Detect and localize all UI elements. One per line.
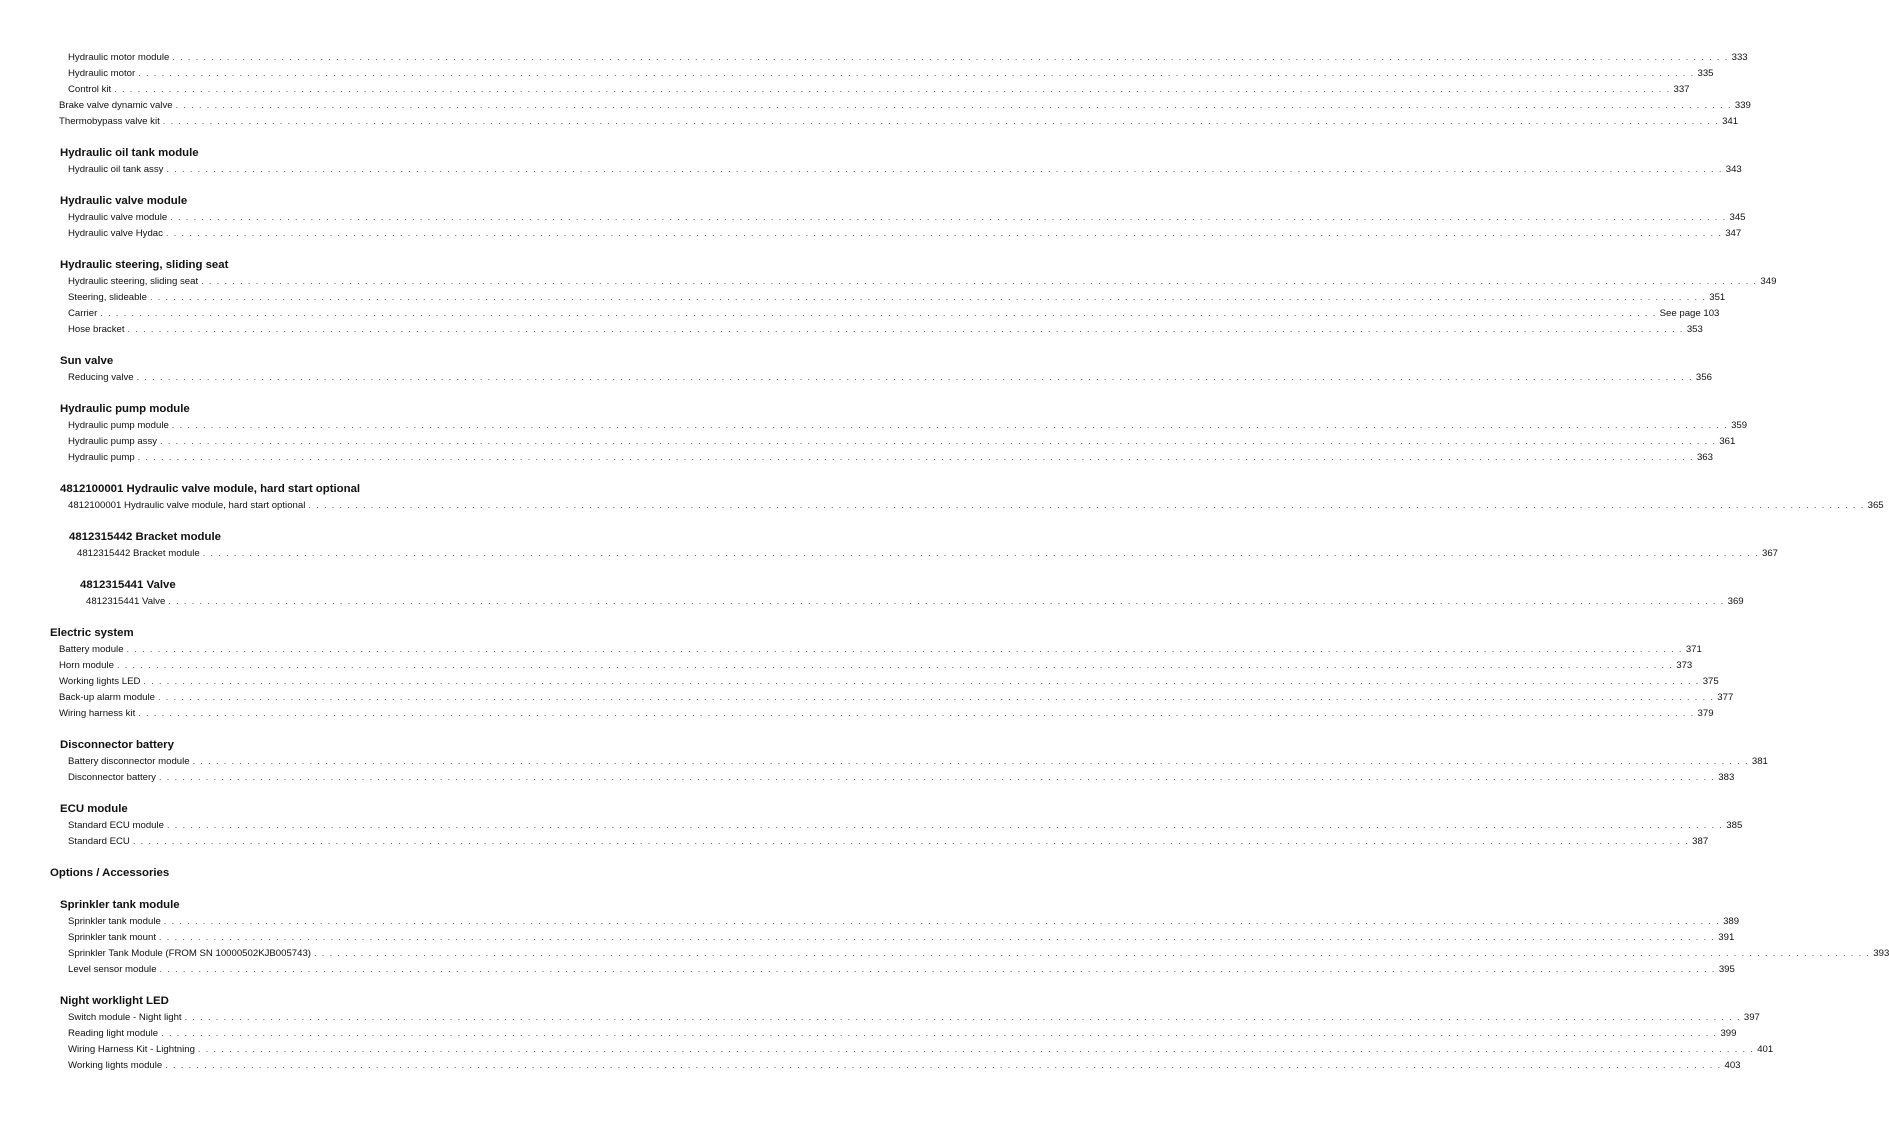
toc-entry[interactable]	[0, 225, 1742, 241]
toc-entry-label: Hydraulic oil tank assy	[68, 164, 164, 175]
dot-leader: . . . . . . . . . . . . . . . . . . . . . . . . . . . . . . . . . . . . . . . . . . . . . . . . . . . . . . . . . . . . . . . . . . . . . . . . . . . . . . . . . . . . . . . . . . . . . . . . . . . . . . . . . . . . . . . . . . . . . . . . . . . . . . . . . . . . . . . . . . . . . . . . . . . . . . . . . . . . . . . . . . . . . . . . . . . . . . . . . . . . . . . . . . . . . . . . . . . . . . . .	[192, 756, 1749, 766]
toc-entry-label: Reducing valve	[68, 372, 134, 383]
toc-entry-page-number: 391	[1718, 932, 1735, 943]
dot-leader: . . . . . . . . . . . . . . . . . . . . . . . . . . . . . . . . . . . . . . . . . . . . . . . . . . . . . . . . . . . . . . . . . . . . . . . . . . . . . . . . . . . . . . . . . . . . . . . . . . . . . . . . . . . . . . . . . . . . . . . . . . . . . . . . . . . . . . . . . . . . . . . . . . . . . . . . . . . . . . . . . . . . . . . . . . . . . . . . . . . . . . . . . . . . . . . . . . . . . . . .	[170, 212, 1727, 222]
toc-entry-page-number: 393	[1873, 948, 1889, 959]
dot-leader: . . . . . . . . . . . . . . . . . . . . . . . . . . . . . . . . . . . . . . . . . . . . . . . . . . . . . . . . . . . . . . . . . . . . . . . . . . . . . . . . . . . . . . . . . . . . . . . . . . . . . . . . . . . . . . . . . . . . . . . . . . . . . . . . . . . . . . . . . . . . . . . . . . . . . . . . . . . . . . . . . . . . . . . . . . . . . . . . . . . . . . . . . . . . . . . . . . . . . . . .	[202, 548, 1759, 558]
section-heading: 4812315441 Valve	[80, 579, 176, 591]
spacer	[0, 337, 793, 353]
spacer	[0, 561, 793, 577]
section-heading: Night worklight LED	[60, 995, 169, 1007]
toc-entry[interactable]	[0, 657, 1693, 673]
toc-entry-page-number: 353	[1686, 324, 1703, 335]
toc-entry-label: 4812100001 Hydraulic valve module, hard start optional	[68, 500, 306, 511]
dot-leader: . . . . . . . . . . . . . . . . . . . . . . . . . . . . . . . . . . . . . . . . . . . . . . . . . . . . . . . . . . . . . . . . . . . . . . . . . . . . . . . . . . . . . . . . . . . . . . . . . . . . . . . . . . . . . . . . . . . . . . . . . . . . . . . . . . . . . . . . . . . . . . . . . . . . . . . . . . . . . . . . . . . . . . . . . . . . . . . . . . . . . . . . . . . . . . . . . . . . . . . .	[143, 676, 1700, 686]
toc-entry-label: Hydraulic valve Hydac	[68, 228, 163, 239]
toc-entry-page-number: 365	[1867, 500, 1884, 511]
toc-entry[interactable]	[0, 769, 1735, 785]
toc-entry[interactable]	[0, 929, 1735, 945]
toc-entry-page-number: 403	[1724, 1060, 1741, 1071]
toc-entry-page-number: 369	[1727, 596, 1744, 607]
toc-entry-page-number: 335	[1697, 68, 1714, 79]
spacer	[0, 977, 793, 993]
section-heading: Hydraulic oil tank module	[60, 147, 199, 159]
dot-leader: . . . . . . . . . . . . . . . . . . . . . . . . . . . . . . . . . . . . . . . . . . . . . . . . . . . . . . . . . . . . . . . . . . . . . . . . . . . . . . . . . . . . . . . . . . . . . . . . . . . . . . . . . . . . . . . . . . . . . . . . . . . . . . . . . . . . . . . . . . . . . . . . . . . . . . . . . . . . . . . . . . . . . . . . . . . . . . . . . . . . . . . . . . . . . . . . . . . . . . . .	[138, 68, 1695, 78]
toc-entry-page-number: 385	[1726, 820, 1743, 831]
dot-leader: . . . . . . . . . . . . . . . . . . . . . . . . . . . . . . . . . . . . . . . . . . . . . . . . . . . . . . . . . . . . . . . . . . . . . . . . . . . . . . . . . . . . . . . . . . . . . . . . . . . . . . . . . . . . . . . . . . . . . . . . . . . . . . . . . . . . . . . . . . . . . . . . . . . . . . . . . . . . . . . . . . . . . . . . . . . . . . . . . . . . . . . . . . . . . . . . . . . . . . . .	[114, 84, 1671, 94]
dot-leader: . . . . . . . . . . . . . . . . . . . . . . . . . . . . . . . . . . . . . . . . . . . . . . . . . . . . . . . . . . . . . . . . . . . . . . . . . . . . . . . . . . . . . . . . . . . . . . . . . . . . . . . . . . . . . . . . . . . . . . . . . . . . . . . . . . . . . . . . . . . . . . . . . . . . . . . . . . . . . . . . . . . . . . . . . . . . . . . . . . . . . . . . . . . . . . . . . . . . . . . .	[166, 164, 1723, 174]
toc-entry[interactable]	[0, 593, 1744, 609]
dot-leader: . . . . . . . . . . . . . . . . . . . . . . . . . . . . . . . . . . . . . . . . . . . . . . . . . . . . . . . . . . . . . . . . . . . . . . . . . . . . . . . . . . . . . . . . . . . . . . . . . . . . . . . . . . . . . . . . . . . . . . . . . . . . . . . . . . . . . . . . . . . . . . . . . . . . . . . . . . . . . . . . . . . . . . . . . . . . . . . . . . . . . . . . . . . . . . . . . . . . . . . .	[201, 276, 1758, 286]
dot-leader: . . . . . . . . . . . . . . . . . . . . . . . . . . . . . . . . . . . . . . . . . . . . . . . . . . . . . . . . . . . . . . . . . . . . . . . . . . . . . . . . . . . . . . . . . . . . . . . . . . . . . . . . . . . . . . . . . . . . . . . . . . . . . . . . . . . . . . . . . . . . . . . . . . . . . . . . . . . . . . . . . . . . . . . . . . . . . . . . . . . . . . . . . . . . . . . . . . . . . . . .	[149, 292, 1707, 302]
toc-entry[interactable]	[0, 49, 1748, 65]
toc-entry[interactable]	[0, 689, 1734, 705]
section-heading: Hydraulic valve module	[60, 195, 188, 207]
dot-leader: . . . . . . . . . . . . . . . . . . . . . . . . . . . . . . . . . . . . . . . . . . . . . . . . . . . . . . . . . . . . . . . . . . . . . . . . . . . . . . . . . . . . . . . . . . . . . . . . . . . . . . . . . . . . . . . . . . . . . . . . . . . . . . . . . . . . . . . . . . . . . . . . . . . . . . . . . . . . . . . . . . . . . . . . . . . . . . . . . . . . . . . . . . . . . . . . . . . . . . . .	[197, 1044, 1755, 1054]
toc-entry-page-number: 345	[1729, 212, 1746, 223]
dot-leader: . . . . . . . . . . . . . . . . . . . . . . . . . . . . . . . . . . . . . . . . . . . . . . . . . . . . . . . . . . . . . . . . . . . . . . . . . . . . . . . . . . . . . . . . . . . . . . . . . . . . . . . . . . . . . . . . . . . . . . . . . . . . . . . . . . . . . . . . . . . . . . . . . . . . . . . . . . . . . . . . . . . . . . . . . . . . . . . . . . . . . . . . . . . . . . . . . . . . . . . .	[168, 596, 1725, 606]
dot-leader: . . . . . . . . . . . . . . . . . . . . . . . . . . . . . . . . . . . . . . . . . . . . . . . . . . . . . . . . . . . . . . . . . . . . . . . . . . . . . . . . . . . . . . . . . . . . . . . . . . . . . . . . . . . . . . . . . . . . . . . . . . . . . . . . . . . . . . . . . . . . . . . . . . . . . . . . . . . . . . . . . . . . . . . . . . . . . . . . . . . . . . . . . . . . . . . . . . . . . . . .	[167, 820, 1724, 830]
toc-entry-label: Hydraulic pump	[68, 452, 135, 463]
toc-entry-page-number: 401	[1757, 1044, 1774, 1055]
toc-entry[interactable]	[0, 833, 1709, 849]
spacer	[0, 881, 793, 897]
toc-entry-page-number: 367	[1761, 548, 1778, 559]
toc-entry-label: Hydraulic pump assy	[68, 436, 158, 447]
toc-entry[interactable]	[0, 273, 1777, 289]
dot-leader: . . . . . . . . . . . . . . . . . . . . . . . . . . . . . . . . . . . . . . . . . . . . . . . . . . . . . . . . . . . . . . . . . . . . . . . . . . . . . . . . . . . . . . . . . . . . . . . . . . . . . . . . . . . . . . . . . . . . . . . . . . . . . . . . . . . . . . . . . . . . . . . . . . . . . . . . . . . . . . . . . . . . . . . . . . . . . . . . . . . . . . . . . . . . . . . . . . . . . . . .	[308, 500, 1865, 510]
dot-leader: . . . . . . . . . . . . . . . . . . . . . . . . . . . . . . . . . . . . . . . . . . . . . . . . . . . . . . . . . . . . . . . . . . . . . . . . . . . . . . . . . . . . . . . . . . . . . . . . . . . . . . . . . . . . . . . . . . . . . . . . . . . . . . . . . . . . . . . . . . . . . . . . . . . . . . . . . . . . . . . . . . . . . . . . . . . . . . . . . . . . . . . . . . . . . . . . . . . . . . . .	[165, 1060, 1722, 1070]
toc-entry-page-number: 373	[1676, 660, 1693, 671]
toc-entry[interactable]	[0, 321, 1703, 337]
toc-entry[interactable]	[0, 81, 1690, 97]
toc-entry[interactable]	[0, 705, 1714, 721]
section-heading: 4812315442 Bracket module	[69, 531, 221, 543]
toc-entry-label: Wiring harness kit	[59, 708, 136, 719]
toc-entry-page-number: 387	[1692, 836, 1709, 847]
toc-entry-page-number: 337	[1673, 84, 1690, 95]
dot-leader: . . . . . . . . . . . . . . . . . . . . . . . . . . . . . . . . . . . . . . . . . . . . . . . . . . . . . . . . . . . . . . . . . . . . . . . . . . . . . . . . . . . . . . . . . . . . . . . . . . . . . . . . . . . . . . . . . . . . . . . . . . . . . . . . . . . . . . . . . . . . . . . . . . . . . . . . . . . . . . . . . . . . . . . . . . . . . . . . . . . . . . . . . . . . . . . . . . . . . . . .	[126, 644, 1683, 654]
spacer	[0, 129, 793, 145]
section-heading: Disconnector battery	[60, 739, 174, 751]
toc-entry-page-number: 356	[1695, 372, 1712, 383]
section-heading: Options / Accessories	[50, 867, 170, 879]
dot-leader: . . . . . . . . . . . . . . . . . . . . . . . . . . . . . . . . . . . . . . . . . . . . . . . . . . . . . . . . . . . . . . . . . . . . . . . . . . . . . . . . . . . . . . . . . . . . . . . . . . . . . . . . . . . . . . . . . . . . . . . . . . . . . . . . . . . . . . . . . . . . . . . . . . . . . . . . . . . . . . . . . . . . . . . . . . . . . . . . . . . . . . . . . . . . . . . . . . . . . . . .	[172, 52, 1729, 62]
toc-entry-label: Battery module	[59, 644, 124, 655]
spacer	[0, 513, 793, 529]
toc-entry-label: Wiring Harness Kit - Lightning	[68, 1044, 195, 1055]
toc-entry-page-number: 381	[1751, 756, 1768, 767]
dot-leader: . . . . . . . . . . . . . . . . . . . . . . . . . . . . . . . . . . . . . . . . . . . . . . . . . . . . . . . . . . . . . . . . . . . . . . . . . . . . . . . . . . . . . . . . . . . . . . . . . . . . . . . . . . . . . . . . . . . . . . . . . . . . . . . . . . . . . . . . . . . . . . . . . . . . . . . . . . . . . . . . . . . . . . . . . . . . . . . . . . . . . . . . . . . . . . . . . . . . . . . .	[138, 708, 1695, 718]
toc-entry-label: Sprinkler tank mount	[68, 932, 156, 943]
dot-leader: . . . . . . . . . . . . . . . . . . . . . . . . . . . . . . . . . . . . . . . . . . . . . . . . . . . . . . . . . . . . . . . . . . . . . . . . . . . . . . . . . . . . . . . . . . . . . . . . . . . . . . . . . . . . . . . . . . . . . . . . . . . . . . . . . . . . . . . . . . . . . . . . . . . . . . . . . . . . . . . . . . . . . . . . . . . . . . . . . . . . . . . . . . . . . . . . . . . . . . . .	[132, 836, 1690, 846]
toc-entry-label: Carrier	[68, 308, 98, 319]
dot-leader: . . . . . . . . . . . . . . . . . . . . . . . . . . . . . . . . . . . . . . . . . . . . . . . . . . . . . . . . . . . . . . . . . . . . . . . . . . . . . . . . . . . . . . . . . . . . . . . . . . . . . . . . . . . . . . . . . . . . . . . . . . . . . . . . . . . . . . . . . . . . . . . . . . . . . . . . . . . . . . . . . . . . . . . . . . . . . . . . . . . . . . . . . . . . . . . . . . . . . . . .	[127, 324, 1684, 334]
toc-entry-page-number: 375	[1702, 676, 1719, 687]
section-heading: Hydraulic pump module	[60, 403, 190, 415]
dot-leader: . . . . . . . . . . . . . . . . . . . . . . . . . . . . . . . . . . . . . . . . . . . . . . . . . . . . . . . . . . . . . . . . . . . . . . . . . . . . . . . . . . . . . . . . . . . . . . . . . . . . . . . . . . . . . . . . . . . . . . . . . . . . . . . . . . . . . . . . . . . . . . . . . . . . . . . . . . . . . . . . . . . . . . . . . . . . . . . . . . . . . . . . . . . . . . . . . . . . . . . .	[157, 692, 1715, 702]
toc-entry-label: Hydraulic valve module	[68, 212, 168, 223]
section-heading: Electric system	[50, 627, 134, 639]
toc-entry-label: Battery disconnector module	[68, 756, 190, 767]
spacer	[0, 465, 793, 481]
dot-leader: . . . . . . . . . . . . . . . . . . . . . . . . . . . . . . . . . . . . . . . . . . . . . . . . . . . . . . . . . . . . . . . . . . . . . . . . . . . . . . . . . . . . . . . . . . . . . . . . . . . . . . . . . . . . . . . . . . . . . . . . . . . . . . . . . . . . . . . . . . . . . . . . . . . . . . . . . . . . . . . . . . . . . . . . . . . . . . . . . . . . . . . . . . . . . . . . . . . . . . . .	[175, 100, 1732, 110]
toc-entry[interactable]	[0, 305, 1720, 321]
toc-entry[interactable]	[0, 1041, 1774, 1057]
toc-entry[interactable]	[0, 209, 1746, 225]
toc-entry-label: Sprinkler Tank Module (FROM SN 10000502KJB005743)	[68, 948, 311, 959]
toc-entry-page-number: 333	[1731, 52, 1748, 63]
toc-entry[interactable]	[0, 945, 1889, 961]
toc-entry[interactable]	[0, 433, 1736, 449]
toc-entry-label: Back-up alarm module	[59, 692, 155, 703]
toc-entry[interactable]	[0, 1025, 1737, 1041]
toc-entry-label: Working lights module	[68, 1060, 163, 1071]
toc-entry-page-number: 399	[1720, 1028, 1737, 1039]
toc-entry-label: 4812315441 Valve	[86, 596, 166, 607]
toc-entry[interactable]	[0, 545, 1778, 561]
toc-entry[interactable]	[0, 289, 1726, 305]
toc-entry-page-number: 379	[1697, 708, 1714, 719]
dot-leader: . . . . . . . . . . . . . . . . . . . . . . . . . . . . . . . . . . . . . . . . . . . . . . . . . . . . . . . . . . . . . . . . . . . . . . . . . . . . . . . . . . . . . . . . . . . . . . . . . . . . . . . . . . . . . . . . . . . . . . . . . . . . . . . . . . . . . . . . . . . . . . . . . . . . . . . . . . . . . . . . . . . . . . . . . . . . . . . . . . . . . . . . . . . . . . . . . . . . . . . .	[100, 308, 1657, 318]
section-heading: 4812100001 Hydraulic valve module, hard start optional	[60, 483, 361, 495]
toc-entry-label: Working lights LED	[59, 676, 141, 687]
toc-entry-page-number: 397	[1743, 1012, 1760, 1023]
toc-entry-label: Level sensor module	[68, 964, 157, 975]
toc-entry[interactable]	[0, 641, 1702, 657]
toc-entry-label: Brake valve dynamic valve	[59, 100, 173, 111]
toc-entry-page-number: 395	[1718, 964, 1735, 975]
toc-entry-page-number: 377	[1717, 692, 1734, 703]
toc-entry-page-number: 351	[1709, 292, 1726, 303]
dot-leader: . . . . . . . . . . . . . . . . . . . . . . . . . . . . . . . . . . . . . . . . . . . . . . . . . . . . . . . . . . . . . . . . . . . . . . . . . . . . . . . . . . . . . . . . . . . . . . . . . . . . . . . . . . . . . . . . . . . . . . . . . . . . . . . . . . . . . . . . . . . . . . . . . . . . . . . . . . . . . . . . . . . . . . . . . . . . . . . . . . . . . . . . . . . . . . . . . . . . . . . .	[171, 420, 1729, 430]
toc-entry[interactable]	[0, 369, 1712, 385]
toc-entry[interactable]	[0, 673, 1719, 689]
toc-entry-label: Control kit	[68, 84, 112, 95]
toc-entry[interactable]	[0, 497, 1884, 513]
section-heading: Hydraulic steering, sliding seat	[60, 259, 229, 271]
toc-entry-label: Hydraulic pump module	[68, 420, 169, 431]
toc-entry[interactable]	[0, 817, 1743, 833]
dot-leader: . . . . . . . . . . . . . . . . . . . . . . . . . . . . . . . . . . . . . . . . . . . . . . . . . . . . . . . . . . . . . . . . . . . . . . . . . . . . . . . . . . . . . . . . . . . . . . . . . . . . . . . . . . . . . . . . . . . . . . . . . . . . . . . . . . . . . . . . . . . . . . . . . . . . . . . . . . . . . . . . . . . . . . . . . . . . . . . . . . . . . . . . . . . . . . . . . . . . . . . .	[158, 772, 1716, 782]
dot-leader: . . . . . . . . . . . . . . . . . . . . . . . . . . . . . . . . . . . . . . . . . . . . . . . . . . . . . . . . . . . . . . . . . . . . . . . . . . . . . . . . . . . . . . . . . . . . . . . . . . . . . . . . . . . . . . . . . . . . . . . . . . . . . . . . . . . . . . . . . . . . . . . . . . . . . . . . . . . . . . . . . . . . . . . . . . . . . . . . . . . . . . . . . . . . . . . . . . . . . . . .	[159, 964, 1716, 974]
spacer	[0, 609, 793, 625]
toc-entry-label: Standard ECU module	[68, 820, 164, 831]
toc-entry-page-number: 347	[1725, 228, 1742, 239]
dot-leader: . . . . . . . . . . . . . . . . . . . . . . . . . . . . . . . . . . . . . . . . . . . . . . . . . . . . . . . . . . . . . . . . . . . . . . . . . . . . . . . . . . . . . . . . . . . . . . . . . . . . . . . . . . . . . . . . . . . . . . . . . . . . . . . . . . . . . . . . . . . . . . . . . . . . . . . . . . . . . . . . . . . . . . . . . . . . . . . . . . . . . . . . . . . . . . . . . . . . . . . .	[162, 116, 1720, 126]
toc-entry[interactable]	[0, 753, 1768, 769]
toc-entry-page-number: 383	[1718, 772, 1735, 783]
section-heading: Sprinkler tank module	[60, 899, 180, 911]
toc-entry[interactable]	[0, 449, 1713, 465]
toc-entry-page-number: 363	[1696, 452, 1713, 463]
dot-leader: . . . . . . . . . . . . . . . . . . . . . . . . . . . . . . . . . . . . . . . . . . . . . . . . . . . . . . . . . . . . . . . . . . . . . . . . . . . . . . . . . . . . . . . . . . . . . . . . . . . . . . . . . . . . . . . . . . . . . . . . . . . . . . . . . . . . . . . . . . . . . . . . . . . . . . . . . . . . . . . . . . . . . . . . . . . . . . . . . . . . . . . . . . . . . . . . . . . . . . . .	[137, 452, 1694, 462]
toc-entry[interactable]	[0, 113, 1739, 129]
section-heading: ECU module	[60, 803, 128, 815]
toc-entry[interactable]	[0, 913, 1740, 929]
spacer	[0, 177, 793, 193]
toc-entry-label: Steering, slideable	[68, 292, 147, 303]
toc-entry-page-number: 341	[1722, 116, 1739, 127]
toc-entry-label: Hydraulic motor	[68, 68, 136, 79]
toc-entry-page-number: 343	[1725, 164, 1742, 175]
dot-leader: . . . . . . . . . . . . . . . . . . . . . . . . . . . . . . . . . . . . . . . . . . . . . . . . . . . . . . . . . . . . . . . . . . . . . . . . . . . . . . . . . . . . . . . . . . . . . . . . . . . . . . . . . . . . . . . . . . . . . . . . . . . . . . . . . . . . . . . . . . . . . . . . . . . . . . . . . . . . . . . . . . . . . . . . . . . . . . . . . . . . . . . . . . . . . . . . . . . . . . . .	[136, 372, 1693, 382]
toc-entry-label: Switch module - Night light	[68, 1012, 182, 1023]
toc-entry[interactable]	[0, 417, 1748, 433]
toc-entry-label: Reading light module	[68, 1028, 159, 1039]
toc-entry-label: Sprinkler tank module	[68, 916, 161, 927]
toc-entry-page-number: 359	[1731, 420, 1748, 431]
dot-leader: . . . . . . . . . . . . . . . . . . . . . . . . . . . . . . . . . . . . . . . . . . . . . . . . . . . . . . . . . . . . . . . . . . . . . . . . . . . . . . . . . . . . . . . . . . . . . . . . . . . . . . . . . . . . . . . . . . . . . . . . . . . . . . . . . . . . . . . . . . . . . . . . . . . . . . . . . . . . . . . . . . . . . . . . . . . . . . . . . . . . . . . . . . . . . . . . . . . . . . . .	[160, 436, 1717, 446]
toc-entry[interactable]	[0, 1009, 1760, 1025]
toc-entry-label: Thermobypass valve kit	[59, 116, 160, 127]
section-heading: Sun valve	[60, 355, 114, 367]
toc-entry-page-number: 371	[1685, 644, 1702, 655]
toc-entry-label: Horn module	[59, 660, 114, 671]
dot-leader: . . . . . . . . . . . . . . . . . . . . . . . . . . . . . . . . . . . . . . . . . . . . . . . . . . . . . . . . . . . . . . . . . . . . . . . . . . . . . . . . . . . . . . . . . . . . . . . . . . . . . . . . . . . . . . . . . . . . . . . . . . . . . . . . . . . . . . . . . . . . . . . . . . . . . . . . . . . . . . . . . . . . . . . . . . . . . . . . . . . . . . . . . . . . . . . . . . . . . . . .	[116, 660, 1674, 670]
spacer	[0, 241, 793, 257]
toc-entry[interactable]	[0, 161, 1742, 177]
spacer	[0, 849, 793, 865]
toc-entry[interactable]	[0, 97, 1751, 113]
dot-leader: . . . . . . . . . . . . . . . . . . . . . . . . . . . . . . . . . . . . . . . . . . . . . . . . . . . . . . . . . . . . . . . . . . . . . . . . . . . . . . . . . . . . . . . . . . . . . . . . . . . . . . . . . . . . . . . . . . . . . . . . . . . . . . . . . . . . . . . . . . . . . . . . . . . . . . . . . . . . . . . . . . . . . . . . . . . . . . . . . . . . . . . . . . . . . . . . . . . . . . . .	[163, 916, 1721, 926]
toc-entry-label: Standard ECU	[68, 836, 130, 847]
toc-entry-label: Hose bracket	[68, 324, 125, 335]
spacer	[0, 721, 793, 737]
table-of-contents	[0, 49, 1889, 1073]
toc-entry-label: Disconnector battery	[68, 772, 156, 783]
toc-entry-label: Hydraulic steering, sliding seat	[68, 276, 199, 287]
toc-entry-page-number: 361	[1719, 436, 1736, 447]
toc-entry-page-number: See page 103	[1659, 308, 1720, 319]
dot-leader: . . . . . . . . . . . . . . . . . . . . . . . . . . . . . . . . . . . . . . . . . . . . . . . . . . . . . . . . . . . . . . . . . . . . . . . . . . . . . . . . . . . . . . . . . . . . . . . . . . . . . . . . . . . . . . . . . . . . . . . . . . . . . . . . . . . . . . . . . . . . . . . . . . . . . . . . . . . . . . . . . . . . . . . . . . . . . . . . . . . . . . . . . . . . . . . . . . . . . . . .	[158, 932, 1716, 942]
toc-entry-label: Hydraulic motor module	[68, 52, 170, 63]
toc-entry-page-number: 389	[1723, 916, 1740, 927]
spacer	[0, 785, 793, 801]
dot-leader: . . . . . . . . . . . . . . . . . . . . . . . . . . . . . . . . . . . . . . . . . . . . . . . . . . . . . . . . . . . . . . . . . . . . . . . . . . . . . . . . . . . . . . . . . . . . . . . . . . . . . . . . . . . . . . . . . . . . . . . . . . . . . . . . . . . . . . . . . . . . . . . . . . . . . . . . . . . . . . . . . . . . . . . . . . . . . . . . . . . . . . . . . . . . . . . . . . . . . . . .	[161, 1028, 1718, 1038]
toc-entry-label: 4812315442 Bracket module	[77, 548, 200, 559]
spacer	[0, 385, 793, 401]
dot-leader: . . . . . . . . . . . . . . . . . . . . . . . . . . . . . . . . . . . . . . . . . . . . . . . . . . . . . . . . . . . . . . . . . . . . . . . . . . . . . . . . . . . . . . . . . . . . . . . . . . . . . . . . . . . . . . . . . . . . . . . . . . . . . . . . . . . . . . . . . . . . . . . . . . . . . . . . . . . . . . . . . . . . . . . . . . . . . . . . . . . . . . . . . . . . . . . . . . . . . . . .	[314, 948, 1871, 958]
toc-entry[interactable]	[0, 65, 1714, 81]
toc-entry-page-number: 349	[1760, 276, 1777, 287]
dot-leader: . . . . . . . . . . . . . . . . . . . . . . . . . . . . . . . . . . . . . . . . . . . . . . . . . . . . . . . . . . . . . . . . . . . . . . . . . . . . . . . . . . . . . . . . . . . . . . . . . . . . . . . . . . . . . . . . . . . . . . . . . . . . . . . . . . . . . . . . . . . . . . . . . . . . . . . . . . . . . . . . . . . . . . . . . . . . . . . . . . . . . . . . . . . . . . . . . . . . . . . .	[165, 228, 1723, 238]
toc-entry[interactable]	[0, 961, 1735, 977]
toc-entry-page-number: 339	[1734, 100, 1751, 111]
toc-entry[interactable]	[0, 1057, 1741, 1073]
dot-leader: . . . . . . . . . . . . . . . . . . . . . . . . . . . . . . . . . . . . . . . . . . . . . . . . . . . . . . . . . . . . . . . . . . . . . . . . . . . . . . . . . . . . . . . . . . . . . . . . . . . . . . . . . . . . . . . . . . . . . . . . . . . . . . . . . . . . . . . . . . . . . . . . . . . . . . . . . . . . . . . . . . . . . . . . . . . . . . . . . . . . . . . . . . . . . . . . . . . . . . . .	[184, 1012, 1741, 1022]
